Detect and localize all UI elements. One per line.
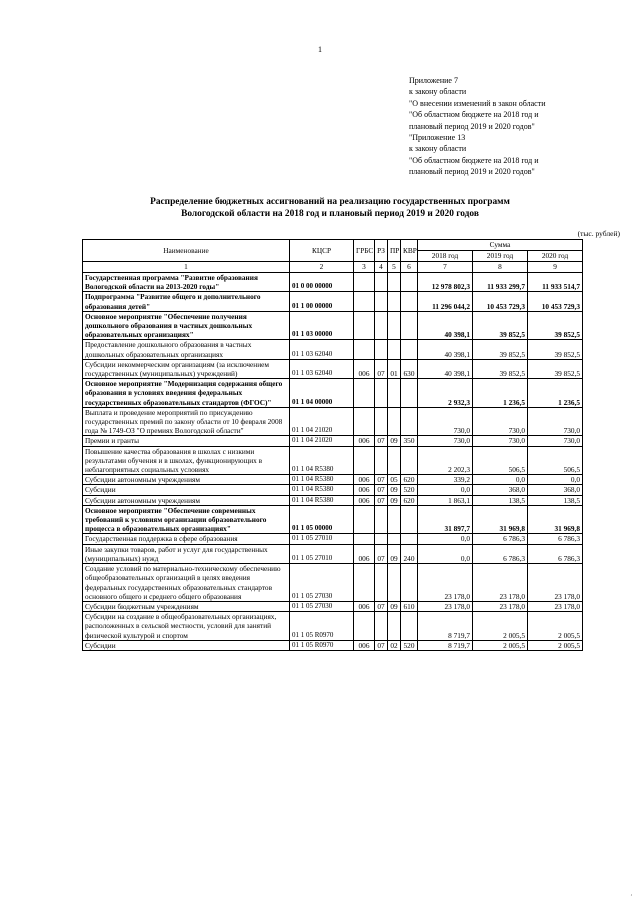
row-sum-2019: 6 786,3 <box>473 534 528 544</box>
row-name: Основное мероприятие "Модернизация содержания общего образования в условиях введения федеральных государственных образовательных стандартов (ФГОС)" <box>83 379 290 408</box>
row-rz <box>375 379 388 408</box>
row-kvr: 240 <box>401 544 418 563</box>
row-sum-2019: 39 852,5 <box>473 359 528 378</box>
row-sum-2019: 11 933 299,7 <box>473 273 528 292</box>
row-rz <box>375 534 388 544</box>
row-sum-2018: 40 398,1 <box>418 311 473 340</box>
row-kcsr: 01 1 03 62040 <box>290 359 354 378</box>
row-sum-2020: 6 786,3 <box>528 544 583 563</box>
row-sum-2018: 1 863,1 <box>418 495 473 505</box>
annex-reference: Приложение 7 к закону области "О внесении изменений в закон области "Об областном бюджете на 2018 год и плановый период 2019 и 2020 годов" "Приложение 13 к закону области "Об областном бюджете на 2018 год и плановый период 2019 и 2020 годов" <box>409 76 546 177</box>
row-sum-2020: 730,0 <box>528 436 583 446</box>
row-kvr: 350 <box>401 436 418 446</box>
row-rz <box>375 564 388 602</box>
row-kvr <box>401 564 418 602</box>
row-kvr <box>401 612 418 641</box>
row-rz: 07 <box>375 475 388 485</box>
row-kcsr: 01 1 05 27010 <box>290 534 354 544</box>
row-kcsr: 01 1 04 R5380 <box>290 485 354 495</box>
row-grbs <box>354 505 375 534</box>
table-row <box>83 407 583 436</box>
table-row <box>83 436 583 446</box>
row-kvr: 520 <box>401 640 418 650</box>
row-pr <box>388 292 401 311</box>
row-grbs: 006 <box>354 640 375 650</box>
row-kvr: 610 <box>401 601 418 611</box>
row-pr <box>388 505 401 534</box>
row-sum-2020: 0,0 <box>528 475 583 485</box>
table-row <box>83 601 583 611</box>
row-sum-2019: 1 236,5 <box>473 379 528 408</box>
row-kvr <box>401 311 418 340</box>
row-sum-2019: 730,0 <box>473 436 528 446</box>
row-kcsr: 01 1 04 R5380 <box>290 495 354 505</box>
row-name: Субсидии автономным учреждениям <box>83 475 290 485</box>
row-pr <box>388 612 401 641</box>
row-sum-2018: 730,0 <box>418 436 473 446</box>
row-sum-2018: 12 978 802,3 <box>418 273 473 292</box>
row-sum-2018: 23 178,0 <box>418 564 473 602</box>
row-sum-2020: 39 852,5 <box>528 340 583 359</box>
row-kcsr: 01 1 05 R0970 <box>290 612 354 641</box>
row-kvr <box>401 407 418 436</box>
row-sum-2020: 730,0 <box>528 407 583 436</box>
row-name: Субсидии на создание в общеобразовательных организациях, расположенных в сельской местности, условий для занятий физической культурой и спортом <box>83 612 290 641</box>
row-name: Государственная программа "Развитие образования Вологодской области на 2013-2020 годы" <box>83 273 290 292</box>
row-sum-2018: 8 719,7 <box>418 612 473 641</box>
row-kcsr: 01 1 04 21020 <box>290 407 354 436</box>
row-kvr <box>401 446 418 475</box>
column-number: 5 <box>388 262 401 273</box>
table-row <box>83 359 583 378</box>
row-sum-2020: 23 178,0 <box>528 564 583 602</box>
row-name: Иные закупки товаров, работ и услуг для государственных (муниципальных) нужд <box>83 544 290 563</box>
row-sum-2019: 368,0 <box>473 485 528 495</box>
row-kvr <box>401 534 418 544</box>
unit-note: (тыс. рублей) <box>577 229 620 238</box>
row-sum-2020: 2 005,5 <box>528 640 583 650</box>
row-name: Субсидии бюджетным учреждениям <box>83 601 290 611</box>
row-rz <box>375 292 388 311</box>
row-grbs: 006 <box>354 485 375 495</box>
row-kcsr: 01 1 05 27010 <box>290 544 354 563</box>
row-kcsr: 01 1 05 R0970 <box>290 640 354 650</box>
header-grbs: ГРБС <box>354 240 375 262</box>
row-name: Выплата и проведение мероприятий по присуждению государственных премий по закону области от 10 февраля 2008 года № 1749-ОЗ "О премиях Вологодской области" <box>83 407 290 436</box>
table-row <box>83 311 583 340</box>
row-sum-2019: 23 178,0 <box>473 601 528 611</box>
row-rz <box>375 446 388 475</box>
header-kvr: КВР <box>401 240 418 262</box>
row-sum-2018: 23 178,0 <box>418 601 473 611</box>
row-sum-2018: 0,0 <box>418 534 473 544</box>
header-name: Наименование <box>83 240 290 262</box>
row-kvr <box>401 273 418 292</box>
row-kcsr: 01 1 05 27030 <box>290 564 354 602</box>
row-name: Предоставление дошкольного образования в частных дошкольных образовательных организациях <box>83 340 290 359</box>
row-grbs <box>354 564 375 602</box>
row-rz: 07 <box>375 601 388 611</box>
table-row <box>83 485 583 495</box>
row-grbs: 006 <box>354 359 375 378</box>
row-grbs: 006 <box>354 436 375 446</box>
table-row <box>83 640 583 650</box>
row-rz <box>375 407 388 436</box>
row-sum-2020: 138,5 <box>528 495 583 505</box>
row-pr <box>388 311 401 340</box>
row-rz: 07 <box>375 359 388 378</box>
row-sum-2019: 39 852,5 <box>473 340 528 359</box>
row-sum-2020: 506,5 <box>528 446 583 475</box>
row-sum-2020: 2 005,5 <box>528 612 583 641</box>
table-row <box>83 379 583 408</box>
column-number-row <box>83 262 583 273</box>
row-pr: 09 <box>388 544 401 563</box>
row-kcsr: 01 1 04 R5380 <box>290 475 354 485</box>
row-name: Основное мероприятие "Обеспечение современных требований к условиям организации образовательного процесса в образовательных организациях" <box>83 505 290 534</box>
header-kcsr: КЦСР <box>290 240 354 262</box>
header-year-2019: 2019 год <box>473 251 528 262</box>
row-grbs: 006 <box>354 475 375 485</box>
row-kvr <box>401 379 418 408</box>
row-sum-2020: 31 969,8 <box>528 505 583 534</box>
row-grbs <box>354 292 375 311</box>
row-pr: 02 <box>388 640 401 650</box>
row-kcsr: 01 1 04 R5380 <box>290 446 354 475</box>
row-rz: 07 <box>375 485 388 495</box>
row-name: Премии и гранты <box>83 436 290 446</box>
header-sum: Сумма <box>418 240 583 251</box>
row-rz: 07 <box>375 495 388 505</box>
row-grbs <box>354 379 375 408</box>
row-name: Субсидии автономным учреждениям <box>83 495 290 505</box>
row-rz: 07 <box>375 640 388 650</box>
table-row <box>83 475 583 485</box>
row-sum-2019: 31 969,8 <box>473 505 528 534</box>
row-sum-2018: 40 398,1 <box>418 359 473 378</box>
column-number: 3 <box>354 262 375 273</box>
table-row <box>83 612 583 641</box>
column-number: 7 <box>418 262 473 273</box>
row-sum-2019: 0,0 <box>473 475 528 485</box>
row-kcsr: 01 1 05 27030 <box>290 601 354 611</box>
row-sum-2019: 39 852,5 <box>473 311 528 340</box>
row-sum-2018: 31 897,7 <box>418 505 473 534</box>
row-pr: 09 <box>388 485 401 495</box>
row-sum-2019: 2 005,5 <box>473 640 528 650</box>
header-year-2020: 2020 год <box>528 251 583 262</box>
row-rz: 07 <box>375 544 388 563</box>
budget-table <box>82 239 583 651</box>
row-sum-2020: 1 236,5 <box>528 379 583 408</box>
row-name: Субсидии некоммерческим организациям (за исключением государственных (муниципальных) учреждений) <box>83 359 290 378</box>
row-kcsr: 01 1 05 00000 <box>290 505 354 534</box>
row-sum-2019: 506,5 <box>473 446 528 475</box>
column-number: 4 <box>375 262 388 273</box>
row-pr <box>388 379 401 408</box>
column-number: 6 <box>401 262 418 273</box>
row-grbs <box>354 311 375 340</box>
row-sum-2018: 2 202,3 <box>418 446 473 475</box>
row-sum-2018: 40 398,1 <box>418 340 473 359</box>
row-sum-2018: 339,2 <box>418 475 473 485</box>
row-name: Повышение качества образования в школах с низкими результатами обучения и в школах, функционирующих в неблагоприятных социальных условиях <box>83 446 290 475</box>
row-pr: 09 <box>388 436 401 446</box>
row-pr <box>388 446 401 475</box>
row-rz <box>375 273 388 292</box>
row-rz <box>375 612 388 641</box>
row-grbs <box>354 340 375 359</box>
table-row <box>83 564 583 602</box>
row-grbs: 006 <box>354 495 375 505</box>
row-pr <box>388 407 401 436</box>
row-kcsr: 01 1 03 00000 <box>290 311 354 340</box>
row-rz <box>375 505 388 534</box>
row-sum-2018: 730,0 <box>418 407 473 436</box>
row-kcsr: 01 0 00 00000 <box>290 273 354 292</box>
row-sum-2019: 2 005,5 <box>473 612 528 641</box>
page-number: 1 <box>318 45 322 54</box>
row-kcsr: 01 1 04 00000 <box>290 379 354 408</box>
row-pr: 01 <box>388 359 401 378</box>
row-sum-2019: 6 786,3 <box>473 544 528 563</box>
row-sum-2018: 0,0 <box>418 485 473 495</box>
column-number: 2 <box>290 262 354 273</box>
row-kcsr: 01 1 04 21020 <box>290 436 354 446</box>
row-kcsr: 01 1 03 62040 <box>290 340 354 359</box>
row-sum-2018: 11 296 044,2 <box>418 292 473 311</box>
row-sum-2020: 39 852,5 <box>528 359 583 378</box>
row-rz: 07 <box>375 436 388 446</box>
row-pr: 09 <box>388 601 401 611</box>
row-sum-2019: 23 178,0 <box>473 564 528 602</box>
column-number: 8 <box>473 262 528 273</box>
document-title: Распределение бюджетных ассигнований на реализацию государственных программ Вологодской области на 2018 год и плановый период 2019 и 2020 годов <box>150 197 510 219</box>
page-mark: , <box>630 892 632 897</box>
column-number: 9 <box>528 262 583 273</box>
row-grbs <box>354 273 375 292</box>
row-grbs <box>354 407 375 436</box>
table-row <box>83 534 583 544</box>
row-sum-2020: 10 453 729,3 <box>528 292 583 311</box>
row-name: Создание условий по материально-техническому обеспечению общеобразовательных организаций в целях введения федеральных государственных образовательных стандартов основного общего и среднего общего образования <box>83 564 290 602</box>
row-name: Субсидии <box>83 640 290 650</box>
row-sum-2020: 11 933 514,7 <box>528 273 583 292</box>
row-sum-2020: 23 178,0 <box>528 601 583 611</box>
row-kvr <box>401 505 418 534</box>
row-grbs: 006 <box>354 601 375 611</box>
row-sum-2018: 2 932,3 <box>418 379 473 408</box>
row-rz <box>375 340 388 359</box>
row-pr: 05 <box>388 475 401 485</box>
row-pr <box>388 534 401 544</box>
header-pr: ПР <box>388 240 401 262</box>
row-kvr: 620 <box>401 475 418 485</box>
row-sum-2019: 138,5 <box>473 495 528 505</box>
row-sum-2020: 39 852,5 <box>528 311 583 340</box>
row-sum-2020: 368,0 <box>528 485 583 495</box>
column-number: 1 <box>83 262 290 273</box>
row-sum-2018: 0,0 <box>418 544 473 563</box>
row-grbs: 006 <box>354 544 375 563</box>
row-sum-2019: 730,0 <box>473 407 528 436</box>
row-sum-2020: 6 786,3 <box>528 534 583 544</box>
row-pr <box>388 340 401 359</box>
row-sum-2018: 8 719,7 <box>418 640 473 650</box>
table-row <box>83 273 583 292</box>
row-name: Субсидии <box>83 485 290 495</box>
row-rz <box>375 311 388 340</box>
table-row <box>83 446 583 475</box>
row-name: Государственная поддержка в сфере образования <box>83 534 290 544</box>
row-pr: 09 <box>388 495 401 505</box>
table-row <box>83 292 583 311</box>
table-row <box>83 544 583 563</box>
row-kvr: 620 <box>401 495 418 505</box>
table-row <box>83 505 583 534</box>
row-grbs <box>354 534 375 544</box>
row-pr <box>388 273 401 292</box>
row-kvr <box>401 340 418 359</box>
row-grbs <box>354 612 375 641</box>
table-row <box>83 495 583 505</box>
row-pr <box>388 564 401 602</box>
row-name: Основное мероприятие "Обеспечение получения дошкольного образования в частных дошкольных образовательных организациях" <box>83 311 290 340</box>
row-grbs <box>354 446 375 475</box>
row-kvr: 630 <box>401 359 418 378</box>
row-kcsr: 01 1 00 00000 <box>290 292 354 311</box>
row-kvr <box>401 292 418 311</box>
row-sum-2019: 10 453 729,3 <box>473 292 528 311</box>
row-kvr: 520 <box>401 485 418 495</box>
row-name: Подпрограмма "Развитие общего и дополнительного образования детей" <box>83 292 290 311</box>
header-year-2018: 2018 год <box>418 251 473 262</box>
table-row <box>83 340 583 359</box>
header-rz: РЗ <box>375 240 388 262</box>
